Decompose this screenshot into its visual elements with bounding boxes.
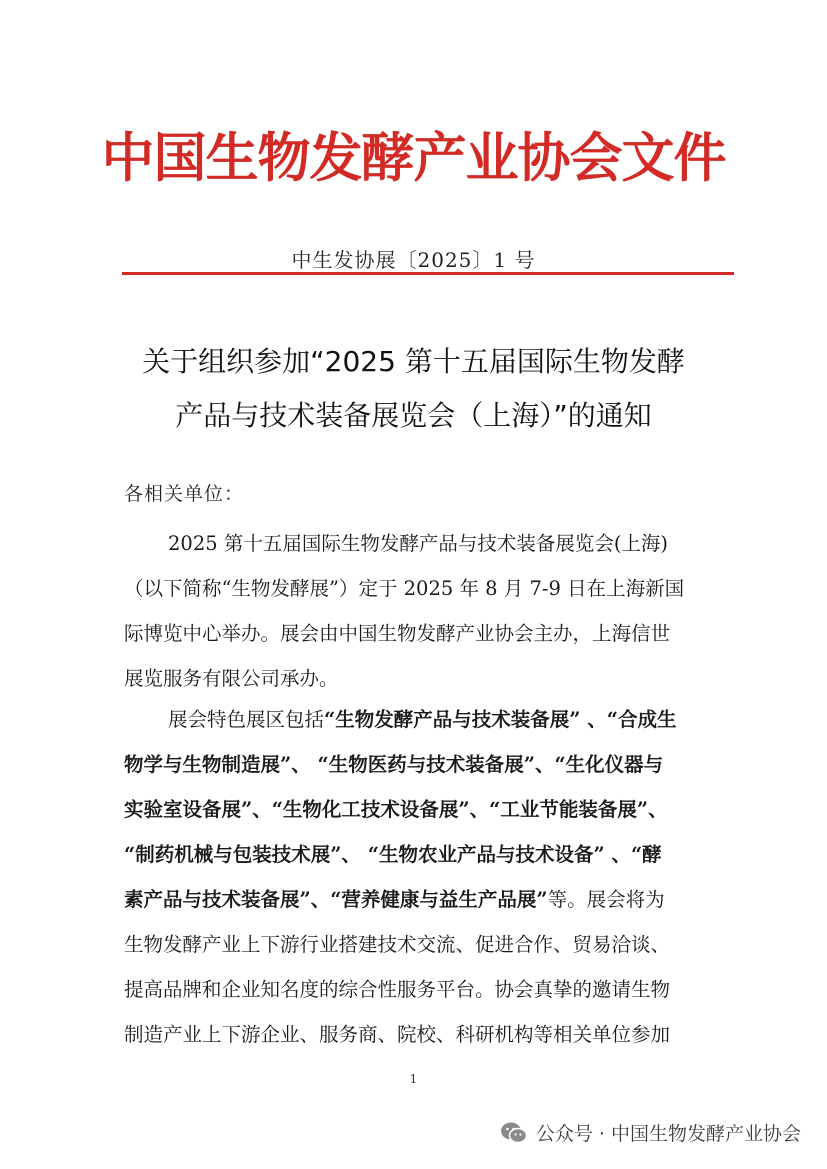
paragraph-1-line: 2025 第十五届国际生物发酵产品与技术装备展览会(上海): [168, 532, 669, 555]
watermark-text: 公众号 · 中国生物发酵产业协会: [535, 1123, 801, 1145]
paragraph-2-line: 提高品牌和企业知名度的综合性服务平台。协会真挚的邀请生物: [124, 978, 671, 1001]
paragraph-1-line: 展览服务有限公司承办。: [124, 667, 339, 690]
wechat-icon: [500, 1121, 528, 1145]
paragraph-2-text: 展会特色展区包括: [168, 708, 325, 731]
page-number: 1: [409, 1072, 418, 1086]
notice-title-line-2: 产品与技术装备展览会（上海）”的通知: [175, 399, 652, 432]
paragraph-1-line: （以下简称“生物发酵展”）定于 2025 年 8 月 7-9 日在上海新国: [124, 577, 685, 600]
paragraph-2-text: 等。展会将为: [547, 888, 665, 911]
paragraph-2-line: 实验室设备展”、“生物化工技术设备展”、“工业节能装备展”、: [124, 798, 668, 821]
notice-title: [100, 335, 727, 443]
paragraph-2-line: [124, 697, 738, 742]
paragraph-2-line: 制造产业上下游企业、服务商、院校、科研机构等相关单位参加: [124, 1023, 671, 1046]
paragraph-2-line: 物学与生物制造展”、 “生物医药与技术装备展”、“生化仪器与: [124, 753, 664, 776]
notice-title-line-1: 关于组织参加“2025 第十五届国际生物发酵: [142, 345, 685, 378]
header-divider: [122, 272, 734, 275]
wechat-watermark: [500, 1119, 801, 1146]
document-number: 中生发协展〔2025〕1 号: [291, 248, 536, 272]
paragraph-2-line: [124, 877, 738, 922]
paragraph-2: [124, 697, 738, 1057]
paragraph-1: [124, 521, 738, 701]
paragraph-2-line: 生物发酵产业上下游行业搭建技术交流、促进合作、贸易洽谈、: [124, 933, 671, 956]
document-header-title: 中国生物发酵产业协会文件: [101, 127, 726, 189]
paragraph-2-bold-text: 素产品与技术装备展”、“营养健康与益生产品展”: [124, 888, 548, 911]
salutation: 各相关单位：: [124, 483, 245, 505]
paragraph-2-line: “制药机械与包装技术展”、 “生物农业产品与技术设备” 、“酵: [124, 843, 662, 866]
paragraph-1-line: 际博览中心举办。展会由中国生物发酵产业协会主办，上海信世: [124, 622, 671, 645]
paragraph-2-bold-text: “生物发酵产品与技术装备展” 、“合成生: [324, 708, 677, 731]
